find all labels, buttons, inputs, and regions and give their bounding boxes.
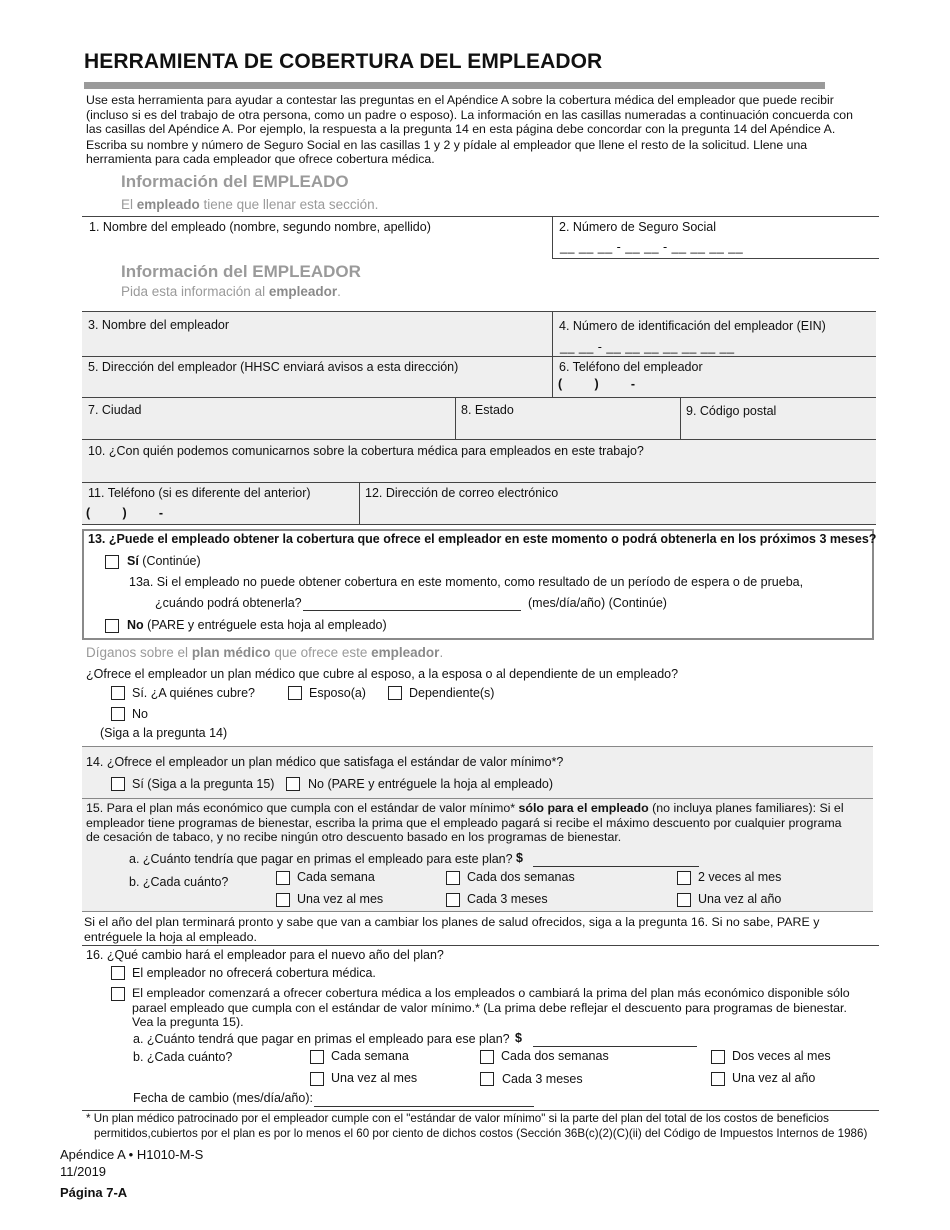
- q16-quarterly-label: Cada 3 meses: [502, 1072, 583, 1086]
- q16-yearly-checkbox[interactable]: [711, 1072, 725, 1086]
- employee-sub-bold: empleado: [136, 197, 200, 212]
- q15-monthly-checkbox[interactable]: [276, 893, 290, 907]
- q15-label-post: (no incluya planes familiares): Si el empleador tiene programas de bienestar, escriba la prima que el empleado pagará si recibe el máximo descuento por cualquier programa de cesación de tabaco, y no recibe ningún otro descuento basado en los programas de bienestar.: [86, 801, 844, 845]
- q13-no-bold: No: [127, 618, 144, 632]
- rule: [552, 258, 879, 259]
- q15-biweekly-label: Cada dos semanas: [467, 870, 575, 884]
- q13-label: 13. ¿Puede el empleado obtener la cobertura que ofrece el empleador en este momento o podrá obtenerla en los próximos 3 meses?: [88, 532, 877, 546]
- employer-sub-pre: Pida esta información al: [121, 284, 269, 299]
- q15-twice-monthly-label: 2 veces al mes: [698, 870, 782, 884]
- q16a-dollar: $: [515, 1031, 522, 1045]
- plan-sub-mid: que ofrece este: [270, 645, 372, 660]
- plan-sub-pre: Díganos sobre el: [86, 645, 192, 660]
- q15-yearly-checkbox[interactable]: [677, 893, 691, 907]
- footer-date: 11/2019: [60, 1164, 107, 1179]
- ein-label: 4. Número de identificación del empleador (EIN): [559, 319, 826, 333]
- q16-weekly-checkbox[interactable]: [310, 1050, 324, 1064]
- rule: [82, 216, 879, 217]
- plan-no-checkbox[interactable]: [111, 707, 125, 721]
- rule: [82, 945, 879, 946]
- contact-label: 10. ¿Con quién podemos comunicarnos sobre la cobertura médica para empleados en este trabajo?: [88, 444, 644, 458]
- employer-address-label: 5. Dirección del empleador (HHSC enviará avisos a esta dirección): [88, 360, 459, 374]
- rule: [82, 1110, 879, 1111]
- ssn-field[interactable]: __ __ __ - __ __ - __ __ __ __: [560, 240, 744, 254]
- q15-yearly-label: Una vez al año: [698, 892, 782, 906]
- ein-field[interactable]: __ __ - __ __ __ __ __ __ __: [560, 340, 735, 354]
- plan-yes-label: Sí. ¿A quiénes cubre?: [132, 686, 255, 700]
- q13a-line1: 13a. Si el empleado no puede obtener cobertura en este momento, como resultado de un período de espera o de prueba,: [129, 575, 804, 589]
- zip-label: 9. Código postal: [686, 404, 777, 418]
- footer-page: Página 7-A: [60, 1185, 128, 1200]
- q15-weekly-label: Cada semana: [297, 870, 375, 884]
- intro-paragraph-2: Escriba su nombre y número de Seguro Social en las casillas 1 y 2 y pídale al empleador que llene el resto de la solicitud. Llene una herramienta para cada empleador que ofrece cobertura médica.: [86, 137, 808, 167]
- rule: [82, 482, 876, 483]
- q13-no-checkbox[interactable]: [105, 619, 119, 633]
- employer-sub-bold: empleador: [268, 284, 338, 299]
- form-title: HERRAMIENTA DE COBERTURA DEL EMPLEADOR: [84, 50, 603, 73]
- rule: [82, 746, 873, 747]
- ssn-label: 2. Número de Seguro Social: [559, 220, 717, 234]
- rule: [82, 356, 876, 357]
- q13-yes-rest: (Continúe): [138, 554, 201, 568]
- employer-sub-post: .: [337, 284, 341, 299]
- phone-alt-label: 11. Teléfono (si es diferente del anterior): [88, 486, 311, 500]
- employer-section-heading: [121, 262, 361, 282]
- q14-yes-checkbox[interactable]: [111, 777, 125, 791]
- spouse-label: Esposo(a): [309, 686, 366, 700]
- employee-name-label: 1. Nombre del empleado (nombre, segundo nombre, apellido): [89, 220, 431, 234]
- q15-quarterly-checkbox[interactable]: [446, 893, 460, 907]
- q16-yearly-label: Una vez al año: [732, 1071, 816, 1085]
- q16-no-coverage-checkbox[interactable]: [111, 966, 125, 980]
- q15-label: [86, 801, 858, 845]
- employer-heading-pre: Información del: [121, 262, 253, 281]
- plan-section-subtitle: [86, 645, 443, 660]
- q16-change-label: El empleador comenzará a ofrecer cobertura médica a los empleados o cambiará la prima del plan más económico disponible sólo parael empleado que cumpla con el estándar de valor mínimo.* (La prima debe reflejar el descuento para programas de bienestar. Vea la pregunta 15).: [132, 986, 850, 1030]
- employer-phone-field[interactable]: ( ) -: [558, 377, 636, 391]
- q16-change-checkbox[interactable]: [111, 987, 125, 1001]
- title-rule: [84, 82, 825, 89]
- employer-section-subtitle: [121, 284, 341, 299]
- q15b-label: b. ¿Cada cuánto?: [129, 875, 229, 889]
- rule: [82, 397, 876, 398]
- q16a-amount-field[interactable]: [533, 1046, 697, 1047]
- employee-section-heading: [121, 172, 349, 192]
- q14-label: 14. ¿Ofrece el empleador un plan médico que satisfaga el estándar de valor mínimo*?: [86, 755, 564, 769]
- plan-yes-checkbox[interactable]: [111, 686, 125, 700]
- q15-label-pre: 15. Para el plan más económico que cumpla con el estándar de valor mínimo*: [86, 801, 519, 815]
- q16-intro-note: Si el año del plan terminará pronto y sabe que van a cambiar los planes de salud ofrecidos, siga a la pregunta 16. Si no sabe, PARE y entréguele la hoja al empleado.: [84, 915, 820, 944]
- q13-yes-label: [127, 554, 201, 568]
- q16-date-field[interactable]: [314, 1106, 534, 1107]
- plan-no-label: No: [132, 707, 148, 721]
- q16a-label: a. ¿Cuánto tendrá que pagar en primas el empleado para ese plan?: [133, 1032, 510, 1046]
- rule: [680, 397, 681, 439]
- q16-quarterly-checkbox[interactable]: [480, 1072, 494, 1086]
- rule: [552, 311, 553, 397]
- q13-yes-bold: Sí: [127, 554, 139, 568]
- q15-weekly-checkbox[interactable]: [276, 871, 290, 885]
- q13a-date-field[interactable]: [303, 610, 521, 611]
- plan-sub-bold2: empleador: [371, 645, 440, 660]
- q13a-suffix: (mes/día/año) (Continúe): [528, 596, 667, 610]
- q16-twice-monthly-checkbox[interactable]: [711, 1050, 725, 1064]
- q14-no-checkbox[interactable]: [286, 777, 300, 791]
- rule: [82, 311, 876, 312]
- employer-heading-bold: EMPLEADOR: [252, 262, 361, 281]
- q15-quarterly-label: Cada 3 meses: [467, 892, 548, 906]
- rule: [359, 482, 360, 524]
- phone-alt-field[interactable]: ( ) -: [86, 506, 164, 520]
- plan-sub-post: .: [439, 645, 444, 660]
- q15-monthly-label: Una vez al mes: [297, 892, 384, 906]
- q14-no-label: No (PARE y entréguele la hoja al empleado): [308, 777, 554, 791]
- q15-biweekly-checkbox[interactable]: [446, 871, 460, 885]
- employee-heading-pre: Información del: [121, 172, 253, 191]
- spouse-checkbox[interactable]: [288, 686, 302, 700]
- q16-biweekly-label: Cada dos semanas: [501, 1049, 609, 1063]
- q13a-line2: ¿cuándo podrá obtenerla?: [155, 596, 302, 610]
- plan-follow-note: (Siga a la pregunta 14): [100, 726, 228, 740]
- rule: [82, 439, 876, 440]
- q15-twice-monthly-checkbox[interactable]: [677, 871, 691, 885]
- rule: [82, 911, 873, 912]
- q16-biweekly-checkbox[interactable]: [480, 1050, 494, 1064]
- employee-sub-post: tiene que llenar esta sección.: [199, 197, 379, 212]
- q14-yes-label: Sí (Siga a la pregunta 15): [132, 777, 275, 791]
- employee-section-subtitle: [121, 197, 378, 212]
- q16-weekly-label: Cada semana: [331, 1049, 409, 1063]
- rule: [82, 798, 873, 799]
- intro-paragraph-1: Use esta herramienta para ayudar a contestar las preguntas en el Apéndice A sobre la cobertura médica del empleador que puede recibir (incluso si es del trabajo de otra persona, como un padre o esposo). La información en las casillas numeradas a continuación concuerda con las casillas del Apéndice A. Por ejemplo, la respuesta a la pregunta 14 en esta página debe concordar con la pregunta 14 del Apéndice A.: [86, 93, 853, 137]
- q16-monthly-label: Una vez al mes: [331, 1071, 418, 1085]
- q15a-label: a. ¿Cuánto tendría que pagar en primas el empleado para este plan?: [129, 852, 513, 866]
- q13-no-rest: (PARE y entréguele esta hoja al empleado): [143, 618, 387, 632]
- spouse-question: ¿Ofrece el empleador un plan médico que cubre al esposo, a la esposa o al dependiente de un empleado?: [86, 667, 679, 681]
- employee-heading-bold: EMPLEADO: [252, 172, 349, 191]
- q13-no-label: [127, 618, 387, 632]
- state-label: 8. Estado: [461, 403, 514, 417]
- dependent-label: Dependiente(s): [409, 686, 495, 700]
- q16b-label: b. ¿Cada cuánto?: [133, 1050, 233, 1064]
- q15a-amount-field[interactable]: [533, 866, 699, 867]
- rule: [455, 397, 456, 439]
- plan-sub-bold1: plan médico: [191, 645, 271, 660]
- q16-monthly-checkbox[interactable]: [310, 1072, 324, 1086]
- rule: [82, 524, 876, 525]
- rule: [552, 216, 553, 258]
- employee-sub-pre: El: [121, 197, 137, 212]
- q16-twice-monthly-label: Dos veces al mes: [732, 1049, 831, 1063]
- employer-name-label: 3. Nombre del empleador: [88, 318, 230, 332]
- footnote: * Un plan médico patrocinado por el empleador cumple con el "estándar de valor mínimo" si la parte del plan del total de los costos de beneficios permitidos,cubiertos por el plan es por lo menos el 60 por ciento de dichos costos (Sección 36B(c)(2)(C)(ii) del Código de Impuestos Internos de 1986): [86, 1112, 868, 1140]
- city-label: 7. Ciudad: [88, 403, 142, 417]
- q15a-dollar: $: [516, 851, 523, 865]
- q13-yes-checkbox[interactable]: [105, 555, 119, 569]
- email-label: 12. Dirección de correo electrónico: [365, 486, 559, 500]
- q16-date-label: Fecha de cambio (mes/día/año):: [133, 1091, 313, 1105]
- employer-phone-label: 6. Teléfono del empleador: [559, 360, 703, 374]
- footer-form-id: Apéndice A • H1010-M-S: [60, 1147, 204, 1162]
- dependent-checkbox[interactable]: [388, 686, 402, 700]
- intro-text: [86, 93, 868, 167]
- q16-no-coverage-label: El empleador no ofrecerá cobertura médica.: [132, 966, 376, 980]
- q15-label-bold: sólo para el empleado: [518, 801, 649, 815]
- q16-label: 16. ¿Qué cambio hará el empleador para el nuevo año del plan?: [86, 948, 444, 962]
